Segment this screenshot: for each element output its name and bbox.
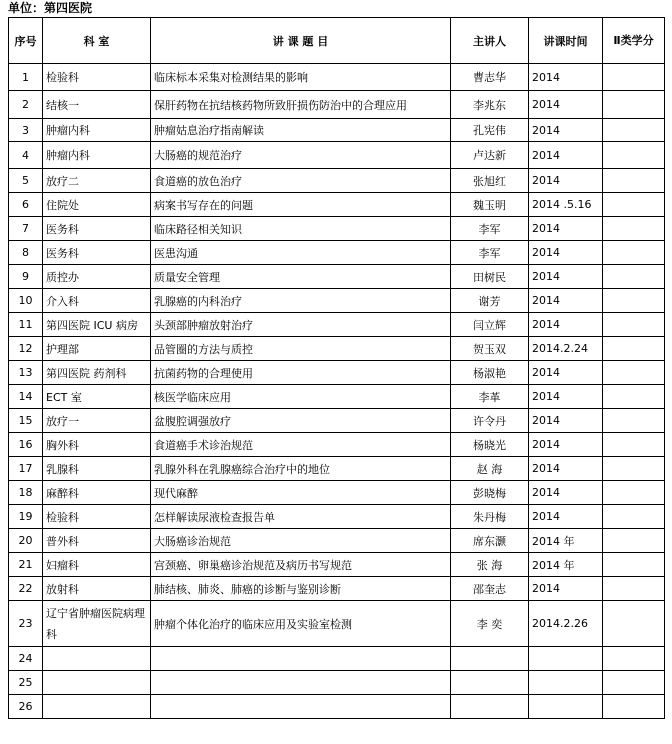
cell-credit — [603, 671, 665, 695]
table-row — [9, 119, 665, 142]
cell-no: 1 — [9, 64, 43, 91]
cell-dept: ECT 室 — [43, 385, 151, 409]
cell-topic: 临床路径相关知识 — [151, 217, 451, 241]
table-body — [9, 64, 665, 719]
cell-credit — [603, 265, 665, 289]
cell-topic: 食道癌手术诊治规范 — [151, 433, 451, 457]
header-time: 讲课时间 — [529, 18, 603, 64]
cell-no: 6 — [9, 193, 43, 217]
cell-no: 3 — [9, 119, 43, 142]
header-topic: 讲 课 题 目 — [151, 18, 451, 64]
cell-speaker: 杨淑艳 — [451, 361, 529, 385]
cell-dept: 检验科 — [43, 64, 151, 91]
cell-dept: 乳腺科 — [43, 457, 151, 481]
cell-credit — [603, 169, 665, 193]
cell-speaker: 李军 — [451, 241, 529, 265]
cell-topic: 盆腹腔调强放疗 — [151, 409, 451, 433]
table-row — [9, 64, 665, 91]
cell-dept: 肿瘤内科 — [43, 142, 151, 169]
cell-dept: 辽宁省肿瘤医院病理科 — [43, 601, 151, 647]
cell-dept: 麻醉科 — [43, 481, 151, 505]
cell-speaker: 李军 — [451, 217, 529, 241]
cell-credit — [603, 289, 665, 313]
table-row — [9, 217, 665, 241]
cell-no: 22 — [9, 577, 43, 601]
cell-speaker: 贺玉双 — [451, 337, 529, 361]
cell-topic: 食道癌的放色治疗 — [151, 169, 451, 193]
cell-topic: 保肝药物在抗结核药物所致肝损伤防治中的合理应用 — [151, 91, 451, 119]
cell-speaker: 李兆东 — [451, 91, 529, 119]
cell-credit — [603, 313, 665, 337]
cell-no: 25 — [9, 671, 43, 695]
cell-time: 2014.2.24 — [529, 337, 603, 361]
cell-topic: 肿瘤姑息治疗指南解读 — [151, 119, 451, 142]
cell-topic: 大肠癌的规范治疗 — [151, 142, 451, 169]
cell-time: 2014 — [529, 433, 603, 457]
cell-dept: 放射科 — [43, 577, 151, 601]
cell-dept: 妇瘤科 — [43, 553, 151, 577]
cell-time: 2014 — [529, 265, 603, 289]
cell-credit — [603, 64, 665, 91]
cell-speaker: 杨晓光 — [451, 433, 529, 457]
cell-speaker: 谢芳 — [451, 289, 529, 313]
cell-no: 17 — [9, 457, 43, 481]
cell-topic: 临床标本采集对检测结果的影响 — [151, 64, 451, 91]
lecture-table — [8, 17, 665, 719]
cell-topic: 肿瘤个体化治疗的临床应用及实验室检测 — [151, 601, 451, 647]
cell-dept: 护理部 — [43, 337, 151, 361]
cell-time — [529, 647, 603, 671]
cell-topic: 乳腺癌的内科治疗 — [151, 289, 451, 313]
cell-speaker: 李革 — [451, 385, 529, 409]
cell-credit — [603, 337, 665, 361]
cell-topic: 品管圈的方法与质控 — [151, 337, 451, 361]
cell-credit — [603, 91, 665, 119]
cell-topic: 乳腺外科在乳腺癌综合治疗中的地位 — [151, 457, 451, 481]
cell-time: 2014 — [529, 142, 603, 169]
cell-speaker — [451, 695, 529, 719]
table-row — [9, 265, 665, 289]
table-row — [9, 505, 665, 529]
cell-speaker: 彭晓梅 — [451, 481, 529, 505]
cell-speaker: 邵奎志 — [451, 577, 529, 601]
cell-time: 2014 — [529, 409, 603, 433]
cell-no: 8 — [9, 241, 43, 265]
cell-time: 2014 .5.16 — [529, 193, 603, 217]
cell-topic: 核医学临床应用 — [151, 385, 451, 409]
cell-topic: 抗菌药物的合理使用 — [151, 361, 451, 385]
table-row — [9, 193, 665, 217]
table-row — [9, 241, 665, 265]
cell-credit — [603, 601, 665, 647]
cell-no: 13 — [9, 361, 43, 385]
cell-topic: 质量安全管理 — [151, 265, 451, 289]
cell-credit — [603, 385, 665, 409]
cell-no: 12 — [9, 337, 43, 361]
cell-credit — [603, 457, 665, 481]
cell-credit — [603, 529, 665, 553]
table-row — [9, 409, 665, 433]
cell-no: 23 — [9, 601, 43, 647]
cell-credit — [603, 695, 665, 719]
cell-time: 2014 — [529, 217, 603, 241]
header-speaker: 主讲人 — [451, 18, 529, 64]
header-credit: Ⅱ类学分 — [603, 18, 665, 64]
header-row — [9, 18, 665, 64]
cell-dept — [43, 671, 151, 695]
cell-credit — [603, 505, 665, 529]
table-row — [9, 577, 665, 601]
cell-speaker — [451, 671, 529, 695]
cell-dept: 放疗二 — [43, 169, 151, 193]
cell-topic: 大肠癌诊治规范 — [151, 529, 451, 553]
cell-speaker: 田树民 — [451, 265, 529, 289]
cell-speaker: 闫立辉 — [451, 313, 529, 337]
cell-speaker: 孔宪伟 — [451, 119, 529, 142]
cell-speaker: 席东灏 — [451, 529, 529, 553]
cell-time: 2014 — [529, 241, 603, 265]
cell-credit — [603, 647, 665, 671]
cell-no: 9 — [9, 265, 43, 289]
cell-time: 2014 — [529, 119, 603, 142]
cell-time: 2014 — [529, 481, 603, 505]
cell-topic: 怎样解读尿液检查报告单 — [151, 505, 451, 529]
table-row — [9, 91, 665, 119]
cell-topic: 医患沟通 — [151, 241, 451, 265]
table-row — [9, 457, 665, 481]
header-no: 序号 — [9, 18, 43, 64]
cell-credit — [603, 553, 665, 577]
cell-dept: 普外科 — [43, 529, 151, 553]
cell-credit — [603, 119, 665, 142]
unit-label: 单位：第四医院 — [8, 1, 93, 15]
table-row — [9, 481, 665, 505]
cell-dept: 医务科 — [43, 217, 151, 241]
cell-speaker — [451, 647, 529, 671]
cell-credit — [603, 142, 665, 169]
table-row — [9, 671, 665, 695]
cell-topic: 头颈部肿瘤放射治疗 — [151, 313, 451, 337]
cell-time — [529, 695, 603, 719]
cell-dept: 结核一 — [43, 91, 151, 119]
cell-dept: 质控办 — [43, 265, 151, 289]
cell-no: 26 — [9, 695, 43, 719]
cell-dept: 检验科 — [43, 505, 151, 529]
cell-speaker: 李 奕 — [451, 601, 529, 647]
cell-speaker: 许令丹 — [451, 409, 529, 433]
cell-time: 2014.2.26 — [529, 601, 603, 647]
cell-dept — [43, 695, 151, 719]
cell-no: 11 — [9, 313, 43, 337]
table-row — [9, 601, 665, 647]
cell-topic — [151, 695, 451, 719]
cell-topic — [151, 671, 451, 695]
cell-no: 7 — [9, 217, 43, 241]
cell-time: 2014 年 — [529, 529, 603, 553]
cell-credit — [603, 433, 665, 457]
table-row — [9, 313, 665, 337]
cell-speaker: 朱丹梅 — [451, 505, 529, 529]
table-row — [9, 647, 665, 671]
cell-no: 21 — [9, 553, 43, 577]
cell-speaker: 卢达新 — [451, 142, 529, 169]
cell-time: 2014 — [529, 577, 603, 601]
table-row — [9, 553, 665, 577]
table-row — [9, 142, 665, 169]
cell-no: 4 — [9, 142, 43, 169]
cell-time: 2014 — [529, 313, 603, 337]
cell-speaker: 魏玉明 — [451, 193, 529, 217]
cell-time: 2014 — [529, 91, 603, 119]
table-row — [9, 361, 665, 385]
cell-topic — [151, 647, 451, 671]
cell-no: 2 — [9, 91, 43, 119]
cell-dept: 肿瘤内科 — [43, 119, 151, 142]
cell-dept: 放疗一 — [43, 409, 151, 433]
cell-topic: 病案书写存在的问题 — [151, 193, 451, 217]
cell-speaker: 赵 海 — [451, 457, 529, 481]
cell-no: 20 — [9, 529, 43, 553]
cell-no: 19 — [9, 505, 43, 529]
cell-credit — [603, 217, 665, 241]
cell-credit — [603, 241, 665, 265]
cell-dept — [43, 647, 151, 671]
cell-dept: 第四医院 药剂科 — [43, 361, 151, 385]
cell-topic: 现代麻醉 — [151, 481, 451, 505]
cell-time: 2014 年 — [529, 553, 603, 577]
cell-no: 5 — [9, 169, 43, 193]
table-row — [9, 695, 665, 719]
table-row — [9, 433, 665, 457]
cell-credit — [603, 481, 665, 505]
cell-dept: 介入科 — [43, 289, 151, 313]
cell-dept: 住院处 — [43, 193, 151, 217]
cell-credit — [603, 409, 665, 433]
cell-time: 2014 — [529, 385, 603, 409]
cell-time: 2014 — [529, 289, 603, 313]
cell-no: 10 — [9, 289, 43, 313]
table-row — [9, 337, 665, 361]
cell-dept: 胸外科 — [43, 433, 151, 457]
cell-time: 2014 — [529, 169, 603, 193]
cell-time: 2014 — [529, 64, 603, 91]
cell-no: 16 — [9, 433, 43, 457]
table-row — [9, 529, 665, 553]
cell-time: 2014 — [529, 361, 603, 385]
table-row — [9, 385, 665, 409]
cell-time: 2014 — [529, 505, 603, 529]
cell-time — [529, 671, 603, 695]
cell-no: 24 — [9, 647, 43, 671]
cell-speaker: 张旭红 — [451, 169, 529, 193]
cell-no: 15 — [9, 409, 43, 433]
table-row — [9, 289, 665, 313]
cell-time: 2014 — [529, 457, 603, 481]
cell-dept: 第四医院 ICU 病房 — [43, 313, 151, 337]
header-dept: 科 室 — [43, 18, 151, 64]
cell-credit — [603, 193, 665, 217]
table-row — [9, 169, 665, 193]
cell-credit — [603, 361, 665, 385]
cell-topic: 宫颈癌、卵巢癌诊治规范及病历书写规范 — [151, 553, 451, 577]
cell-no: 14 — [9, 385, 43, 409]
cell-dept: 医务科 — [43, 241, 151, 265]
cell-speaker: 张 海 — [451, 553, 529, 577]
cell-speaker: 曹志华 — [451, 64, 529, 91]
cell-topic: 肺结核、肺炎、肺癌的诊断与鉴别诊断 — [151, 577, 451, 601]
cell-credit — [603, 577, 665, 601]
cell-no: 18 — [9, 481, 43, 505]
